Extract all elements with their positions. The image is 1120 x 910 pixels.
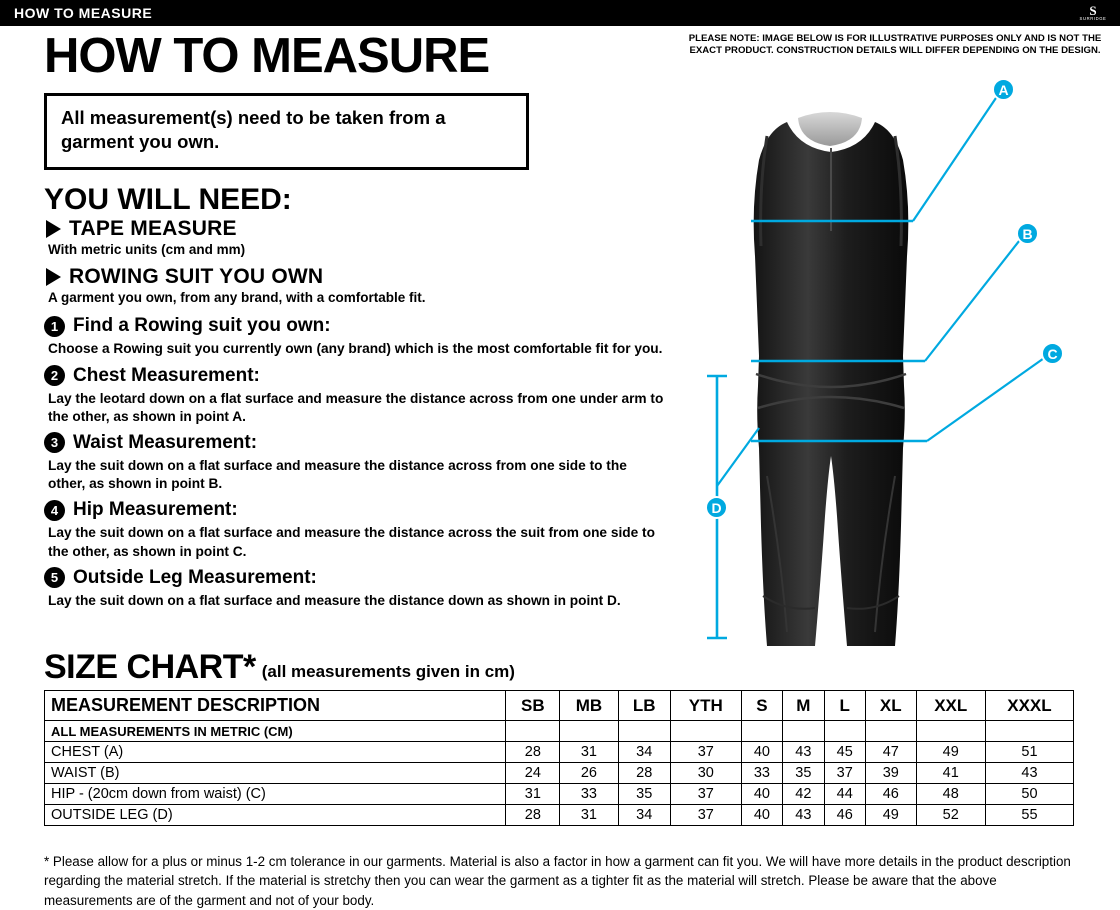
surridge-logo: [1076, 2, 1110, 24]
cell: 30: [670, 763, 741, 784]
col-s: S: [741, 691, 782, 721]
leader-line-d: [717, 428, 759, 486]
cell: 42: [783, 784, 824, 805]
illustration-disclaimer: PLEASE NOTE: IMAGE BELOW IS FOR ILLUSTRATIVE PURPOSES ONLY AND IS NOT THE EXACT PRODUCT. CONSTRUCTION DETAILS WILL DIFFER DEPENDING ON THE DESIGN.: [688, 33, 1102, 56]
step-title: Waist Measurement:: [73, 431, 258, 453]
footnote: * Please allow for a plus or minus 1-2 cm tolerance in our garments. Material is also a factor in how a garment can fit you. We will have more details in the product description regarding the material stretch. If the material is stretchy then you can wear the garment as a tighter fit as the material will stretch. Please be aware that the above measurements are of the garment and not of your body.: [44, 854, 1071, 908]
table-header-row: [45, 691, 1074, 721]
leader-line-c: [927, 356, 1047, 441]
need-sub: With metric units (cm and mm): [48, 242, 246, 258]
step-2: [44, 365, 664, 387]
cell: 28: [506, 805, 560, 826]
cell: [670, 721, 741, 742]
cell: 35: [618, 784, 670, 805]
col-lb: LB: [618, 691, 670, 721]
note-text: All measurement(s) need to be taken from a garment you own.: [61, 107, 446, 153]
cell: 43: [985, 763, 1073, 784]
triangle-bullet-icon: [46, 268, 61, 286]
size-chart-table: [44, 690, 1074, 826]
step-5: [44, 567, 664, 589]
col-m: M: [783, 691, 824, 721]
cell: [985, 721, 1073, 742]
need-sub: A garment you own, from any brand, with a comfortable fit.: [48, 290, 426, 306]
illustration-panel: [655, 30, 1115, 650]
cell: 45: [824, 742, 865, 763]
row-label: HIP - (20cm down from waist) (C): [45, 784, 506, 805]
step-title: Outside Leg Measurement:: [73, 566, 317, 588]
need-item-rowing-suit: [44, 265, 664, 289]
col-xxl: XXL: [916, 691, 985, 721]
rowing-suit-diagram: [655, 56, 1115, 676]
step-number-badge: 5: [44, 567, 65, 588]
step-body: Lay the suit down on a flat surface and measure the distance across the suit from one side to the other, as shown in point C.: [48, 525, 655, 559]
cell: 49: [916, 742, 985, 763]
table-row: [45, 784, 1074, 805]
cell: 37: [670, 742, 741, 763]
table-row: [45, 742, 1074, 763]
metric-note: ALL MEASUREMENTS IN METRIC (CM): [45, 721, 506, 742]
cell: 37: [824, 763, 865, 784]
need-label: ROWING SUIT YOU OWN: [69, 265, 324, 289]
row-label: WAIST (B): [45, 763, 506, 784]
col-xl: XL: [865, 691, 916, 721]
step-title: Hip Measurement:: [73, 499, 238, 521]
cell: 47: [865, 742, 916, 763]
cell: 34: [618, 805, 670, 826]
cell: [618, 721, 670, 742]
leader-line-b: [925, 236, 1023, 361]
you-will-need-heading: YOU WILL NEED:: [44, 182, 292, 216]
step-body: Lay the suit down on a flat surface and measure the distance down as shown in point D.: [48, 592, 621, 608]
suit-collar: [798, 112, 862, 146]
step-body: Lay the suit down on a flat surface and measure the distance across from one side to the other, as shown in point B.: [48, 457, 627, 492]
table-row: [45, 763, 1074, 784]
col-mb: MB: [560, 691, 618, 721]
cell: [824, 721, 865, 742]
cell: 43: [783, 805, 824, 826]
step-4: [44, 499, 664, 521]
cell: 40: [741, 805, 782, 826]
logo-wordmark: SURRIDGE: [1079, 16, 1107, 21]
cell: 37: [670, 805, 741, 826]
cell: 43: [783, 742, 824, 763]
step-number-badge: 4: [44, 500, 65, 521]
step-number-badge: 3: [44, 432, 65, 453]
instructions-column: [44, 29, 664, 610]
table-row-metric-note: [45, 721, 1074, 742]
cell: 24: [506, 763, 560, 784]
need-label: TAPE MEASURE: [69, 217, 237, 241]
row-label: OUTSIDE LEG (D): [45, 805, 506, 826]
table-row: [45, 805, 1074, 826]
step-number-badge: 2: [44, 365, 65, 386]
triangle-bullet-icon: [46, 220, 61, 238]
page-title: HOW TO MEASURE: [14, 5, 153, 21]
cell: 31: [506, 784, 560, 805]
cell: [560, 721, 618, 742]
size-chart-heading: [44, 650, 1074, 684]
cell: 34: [618, 742, 670, 763]
cell: 31: [560, 805, 618, 826]
marker-b: B: [1016, 222, 1039, 245]
cell: [916, 721, 985, 742]
cell: 28: [618, 763, 670, 784]
marker-a: A: [992, 78, 1015, 101]
cell: 28: [506, 742, 560, 763]
cell: 50: [985, 784, 1073, 805]
cell: 49: [865, 805, 916, 826]
cell: 31: [560, 742, 618, 763]
col-l: L: [824, 691, 865, 721]
cell: 41: [916, 763, 985, 784]
col-yth: YTH: [670, 691, 741, 721]
cell: 26: [560, 763, 618, 784]
cell: 40: [741, 742, 782, 763]
marker-c: C: [1041, 342, 1064, 365]
cell: 52: [916, 805, 985, 826]
step-body: Lay the leotard down on a flat surface and measure the distance across from one under arm to the other, as shown in point A.: [48, 390, 664, 424]
step-number-badge: 1: [44, 316, 65, 337]
need-item-tape-measure: [44, 217, 664, 241]
step-title: Find a Rowing suit you own:: [73, 315, 331, 337]
note-box: [44, 93, 529, 170]
marker-d: D: [705, 496, 728, 519]
cell: 33: [560, 784, 618, 805]
leader-line-a: [913, 92, 1000, 221]
cell: [506, 721, 560, 742]
cell: 48: [916, 784, 985, 805]
row-label: CHEST (A): [45, 742, 506, 763]
headline: HOW TO MEASURE: [44, 29, 490, 83]
size-chart-section: [44, 650, 1074, 826]
cell: 40: [741, 784, 782, 805]
col-xxxl: XXXL: [985, 691, 1073, 721]
cell: [741, 721, 782, 742]
cell: 35: [783, 763, 824, 784]
size-chart-title: SIZE CHART*: [44, 648, 256, 686]
step-body: Choose a Rowing suit you currently own (any brand) which is the most comfortable fit for you.: [48, 341, 663, 357]
col-description: MEASUREMENT DESCRIPTION: [45, 691, 506, 721]
size-chart-subtitle: (all measurements given in cm): [261, 662, 515, 681]
cell: 44: [824, 784, 865, 805]
logo-letter: S: [1089, 3, 1097, 18]
cell: 51: [985, 742, 1073, 763]
cell: [865, 721, 916, 742]
top-bar: [0, 0, 1120, 26]
cell: [783, 721, 824, 742]
cell: 46: [824, 805, 865, 826]
step-1: [44, 315, 664, 337]
cell: 46: [865, 784, 916, 805]
col-sb: SB: [506, 691, 560, 721]
cell: 39: [865, 763, 916, 784]
cell: 37: [670, 784, 741, 805]
cell: 55: [985, 805, 1073, 826]
step-3: [44, 432, 664, 454]
step-title: Chest Measurement:: [73, 364, 260, 386]
cell: 33: [741, 763, 782, 784]
